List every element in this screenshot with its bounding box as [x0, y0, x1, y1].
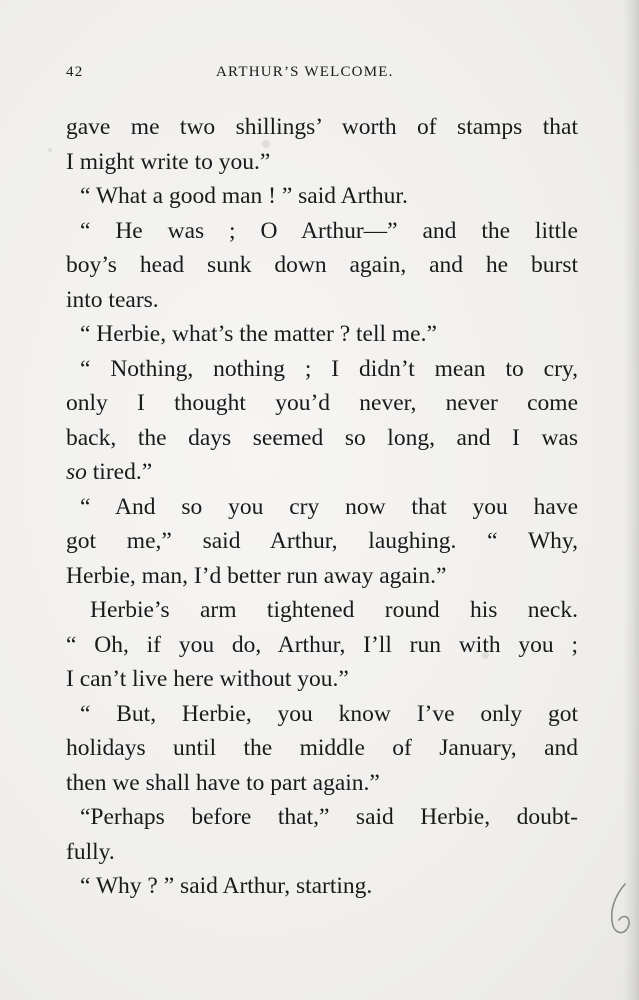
- chapter-title: ARTHUR’S WELCOME.: [216, 64, 394, 80]
- running-header: [66, 64, 578, 86]
- text-line: “ Herbie, what’s the matter ? tell me.”: [80, 321, 437, 347]
- text-fragment: tired.”: [92, 459, 153, 485]
- margin-pencil-mark: [599, 880, 633, 940]
- text-line: into tears.: [66, 286, 159, 313]
- page-number: 42: [66, 64, 84, 80]
- text-line: I can’t live here without you.”: [66, 666, 349, 692]
- text-line: Herbie, man, I’d better run away again.”: [66, 562, 447, 589]
- text-line: “ And so you cry now that you have: [80, 493, 578, 520]
- text-line: I might write to you.”: [66, 148, 271, 175]
- text-line: back, the days seemed so long, and I was: [66, 424, 578, 451]
- ink-spot: [262, 140, 270, 148]
- emphasis-so: so: [66, 459, 87, 485]
- text-line: Herbie’s arm tightened round his neck.: [90, 597, 578, 623]
- page-gutter-shadow: [623, 0, 639, 1000]
- text-line: “ Why ? ” said Arthur, starting.: [80, 873, 373, 899]
- text-line: boy’s head sunk down again, and he burst: [66, 252, 578, 278]
- text-line: then we shall have to part again.”: [66, 769, 380, 796]
- body-text: [66, 110, 578, 904]
- text-line: “Perhaps before that,” said Herbie, doubt-: [80, 804, 578, 830]
- text-line: “ But, Herbie, you know I’ve only got: [80, 700, 578, 727]
- text-line: “ Oh, if you do, Arthur, I’ll run with you ;: [66, 631, 578, 658]
- text-line: got me,” said Arthur, laughing. “ Why,: [66, 528, 578, 554]
- text-line: “ What a good man ! ” said Arthur.: [80, 183, 408, 209]
- ink-spot: [48, 148, 52, 152]
- text-line: [66, 455, 578, 490]
- text-line: “ He was ; O Arthur—” and the little: [80, 217, 578, 244]
- text-line: “ Nothing, nothing ; I didn’t mean to cry,: [80, 355, 578, 382]
- ink-spot: [482, 652, 489, 659]
- text-line: gave me two shillings’ worth of stamps that: [66, 114, 578, 140]
- text-line: only I thought you’d never, never come: [66, 390, 578, 416]
- text-line: fully.: [66, 838, 115, 865]
- text-line: holidays until the middle of January, and: [66, 735, 578, 761]
